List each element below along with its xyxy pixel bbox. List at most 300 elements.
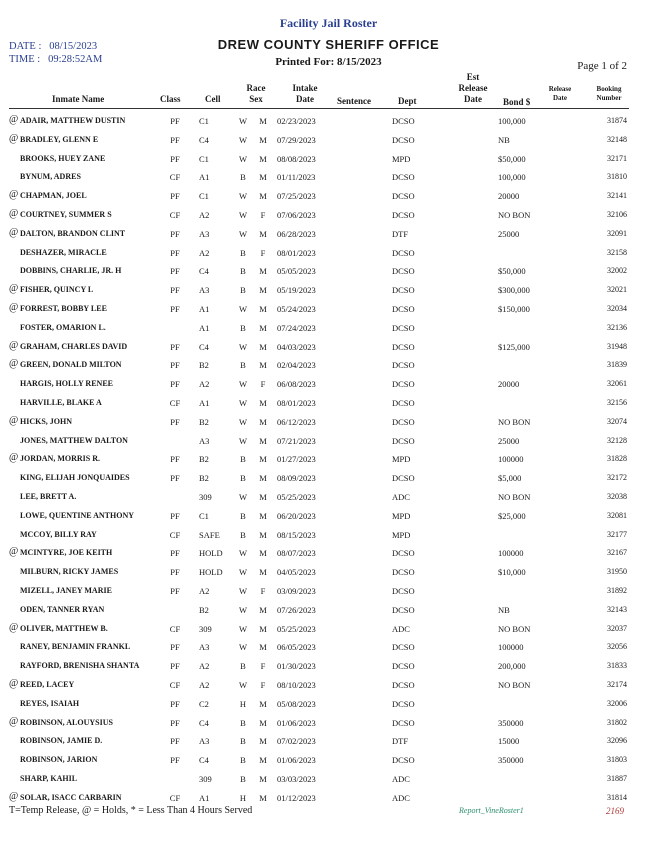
bond-amount: 100000 <box>498 454 524 465</box>
inmate-sex: M <box>259 792 267 803</box>
inmate-sex: F <box>260 379 266 390</box>
table-row <box>0 507 657 526</box>
inmate-race: W <box>238 134 248 145</box>
hold-marker: @ <box>9 226 19 238</box>
booking-number: 32074 <box>607 416 627 426</box>
inmate-class: PF <box>170 285 180 296</box>
inmate-dept: DCSO <box>392 304 415 314</box>
table-row <box>0 112 657 131</box>
inmate-sex: M <box>259 604 267 615</box>
inmate-sex: M <box>259 567 267 578</box>
inmate-sex: F <box>260 586 266 596</box>
intake-date: 08/10/2023 <box>277 680 316 690</box>
inmate-name: MCINTYRE, JOE KEITH <box>20 548 113 558</box>
booking-number: 32148 <box>607 134 627 144</box>
inmate-dept: DCSO <box>392 266 415 277</box>
bond-amount: $50,000 <box>498 266 526 277</box>
booking-number: 32141 <box>607 191 627 201</box>
hold-marker: @ <box>9 358 19 370</box>
inmate-class: PF <box>170 698 180 709</box>
inmate-class: PF <box>170 642 180 653</box>
table-row <box>0 770 657 789</box>
inmate-sex: M <box>259 755 267 766</box>
inmate-sex: M <box>259 492 267 502</box>
intake-date: 07/29/2023 <box>277 134 316 145</box>
intake-date: 03/09/2023 <box>277 586 316 596</box>
inmate-class: PF <box>170 586 180 596</box>
table-row <box>0 601 657 620</box>
col-intake: Intake <box>292 83 318 93</box>
inmate-name: FOSTER, OMARION L. <box>20 322 106 332</box>
inmate-class: PF <box>170 717 180 728</box>
booking-number: 32038 <box>607 492 627 501</box>
intake-date: 05/19/2023 <box>277 285 316 296</box>
inmate-dept: DCSO <box>392 360 415 371</box>
table-row <box>0 563 657 582</box>
bond-amount: 350000 <box>498 717 524 728</box>
inmate-cell: C1 <box>199 116 209 126</box>
table-row <box>0 281 657 300</box>
inmate-race: W <box>238 680 248 690</box>
inmate-cell: C2 <box>199 698 209 709</box>
inmate-dept: DTF <box>392 228 409 239</box>
bond-amount: NO BON <box>498 623 531 634</box>
date-value: 08/15/2023 <box>49 41 98 52</box>
page-stamp: 2169 <box>606 806 624 816</box>
inmate-race: B <box>240 755 246 766</box>
booking-number: 32174 <box>607 680 627 689</box>
table-row <box>0 488 657 507</box>
inmate-cell: A1 <box>199 322 210 333</box>
inmate-cell: B2 <box>199 454 209 465</box>
inmate-class: PF <box>170 454 180 465</box>
inmate-class: PF <box>170 473 180 484</box>
inmate-race: B <box>240 510 246 521</box>
inmate-dept: DCSO <box>392 567 415 578</box>
bond-amount: NO BON <box>498 416 531 427</box>
table-row <box>0 206 657 225</box>
inmate-race: B <box>240 172 246 183</box>
inmate-cell: A1 <box>199 304 210 314</box>
inmate-name: CHAPMAN, JOEL <box>20 191 87 201</box>
inmate-class: PF <box>170 228 180 239</box>
inmate-dept: DCSO <box>392 322 415 333</box>
inmate-class: PF <box>170 247 180 258</box>
booking-number: 31833 <box>607 661 627 671</box>
inmate-sex: M <box>259 473 267 484</box>
inmate-cell: 309 <box>199 774 212 784</box>
inmate-class: PF <box>170 153 180 164</box>
booking-number: 32037 <box>607 623 627 633</box>
intake-date: 04/03/2023 <box>277 341 316 352</box>
booking-number: 31803 <box>607 755 627 765</box>
inmate-class: PF <box>170 510 180 521</box>
intake-date: 06/12/2023 <box>277 416 316 427</box>
bond-amount: $10,000 <box>498 567 526 578</box>
bond-amount: $125,000 <box>498 341 530 352</box>
bond-amount: NO BON <box>498 492 531 502</box>
bond-amount: 100,000 <box>498 172 526 183</box>
inmate-sex: M <box>259 153 267 164</box>
hold-marker: @ <box>9 114 19 125</box>
inmate-race: W <box>238 604 248 615</box>
intake-date: 08/15/2023 <box>277 529 316 540</box>
inmate-dept: DCSO <box>392 172 415 183</box>
intake-date: 06/20/2023 <box>277 510 316 521</box>
bond-amount: 350000 <box>498 755 524 766</box>
inmate-race: B <box>240 717 246 728</box>
inmate-dept: DCSO <box>392 285 415 296</box>
intake-date: 07/26/2023 <box>277 604 316 615</box>
booking-number: 31887 <box>607 774 627 783</box>
inmate-cell: C4 <box>199 341 209 352</box>
inmate-name: FORREST, BOBBY LEE <box>20 304 107 313</box>
inmate-dept: DCSO <box>392 435 415 446</box>
inmate-sex: M <box>259 341 267 352</box>
inmate-sex: M <box>259 266 267 277</box>
table-row <box>0 394 657 413</box>
col-release-date-1: Release <box>548 85 572 93</box>
inmate-name: ROBINSON, JAMIE D. <box>20 736 103 746</box>
hold-marker: @ <box>9 715 19 727</box>
inmate-race: W <box>238 435 248 446</box>
booking-number: 32143 <box>607 604 627 614</box>
table-row <box>0 319 657 338</box>
intake-date: 07/24/2023 <box>277 322 316 333</box>
inmate-cell: 309 <box>199 623 212 634</box>
table-row <box>0 450 657 469</box>
printed-for: Printed For: 8/15/2023 <box>275 56 382 68</box>
inmate-class: CF <box>169 210 181 220</box>
inmate-sex: M <box>259 774 267 784</box>
col-bond: Bond $ <box>503 97 531 107</box>
inmate-race: W <box>238 379 248 390</box>
inmate-race: W <box>238 416 248 427</box>
table-row <box>0 582 657 601</box>
inmate-name: FISHER, QUINCY L <box>20 285 94 295</box>
inmate-name: JONES, MATTHEW DALTON <box>20 435 128 445</box>
table-row <box>0 375 657 394</box>
inmate-class: PF <box>170 304 180 314</box>
inmate-race: W <box>238 304 248 314</box>
inmate-dept: DCSO <box>392 416 415 427</box>
inmate-race: B <box>240 736 246 747</box>
intake-date: 07/25/2023 <box>277 191 316 202</box>
inmate-class: CF <box>169 792 181 803</box>
hold-marker: @ <box>9 678 19 689</box>
booking-number: 32021 <box>607 285 627 295</box>
intake-date: 05/25/2023 <box>277 492 316 502</box>
intake-date: 06/28/2023 <box>277 228 316 239</box>
time-label: TIME : <box>9 54 41 65</box>
booking-number: 32171 <box>607 153 627 163</box>
inmate-race: B <box>240 454 246 465</box>
inmate-name: COURTNEY, SUMMER S <box>20 210 112 219</box>
inmate-dept: DTF <box>392 736 409 747</box>
inmate-cell: A1 <box>199 172 210 183</box>
table-row <box>0 676 657 695</box>
inmate-name: HICKS, JOHN <box>20 416 73 426</box>
hold-marker: @ <box>9 339 19 351</box>
table-row <box>0 695 657 714</box>
bond-amount: $5,000 <box>498 473 522 484</box>
booking-number: 31828 <box>607 454 627 464</box>
inmate-race: B <box>240 322 246 333</box>
inmate-sex: M <box>259 228 267 239</box>
inmate-name: REED, LACEY <box>20 680 75 689</box>
hold-marker: @ <box>9 790 19 802</box>
hold-marker: @ <box>9 546 19 558</box>
bond-amount: NB <box>498 604 510 615</box>
inmate-sex: M <box>259 360 267 371</box>
inmate-class: CF <box>169 172 181 183</box>
bond-amount: NO BON <box>498 210 531 220</box>
office-title: DREW COUNTY SHERIFF OFFICE <box>217 37 440 52</box>
table-row <box>0 751 657 770</box>
booking-number: 32091 <box>607 228 627 238</box>
col-inmate-name: Inmate Name <box>52 94 105 104</box>
table-row <box>0 620 657 639</box>
bond-amount: 25000 <box>498 435 520 446</box>
inmate-sex: M <box>259 116 267 126</box>
bond-amount: 100000 <box>498 642 524 653</box>
inmate-cell: C1 <box>199 191 209 202</box>
table-row <box>0 432 657 451</box>
bond-amount: 200,000 <box>498 661 526 672</box>
inmate-dept: DCSO <box>392 210 415 220</box>
inmate-cell: HOLD <box>199 548 223 559</box>
inmate-dept: DCSO <box>392 717 415 728</box>
inmate-name: HARGIS, HOLLY RENEE <box>20 379 113 389</box>
inmate-dept: DCSO <box>392 473 415 484</box>
intake-date: 07/21/2023 <box>277 435 316 446</box>
inmate-cell: C4 <box>199 755 209 766</box>
inmate-cell: C1 <box>199 153 209 164</box>
inmate-dept: DCSO <box>392 698 415 709</box>
inmate-name: RANEY, BENJAMIN FRANKL <box>20 642 131 652</box>
inmate-cell: B2 <box>199 416 209 427</box>
inmate-name: SHARP, KAHIL <box>20 774 78 783</box>
inmate-sex: M <box>259 717 267 728</box>
hold-marker: @ <box>9 414 19 426</box>
inmate-dept: DCSO <box>392 604 415 615</box>
inmate-cell: HOLD <box>199 567 223 578</box>
inmate-dept: DCSO <box>392 680 415 690</box>
col-class: Class <box>160 94 181 104</box>
header-divider <box>9 108 629 109</box>
intake-date: 08/01/2023 <box>277 247 316 258</box>
inmate-race: B <box>240 266 246 277</box>
inmate-name: KING, ELIJAH JONQUAIDES <box>20 473 130 483</box>
hold-marker: @ <box>9 452 19 464</box>
intake-date: 01/30/2023 <box>277 661 316 672</box>
table-row <box>0 413 657 432</box>
inmate-sex: M <box>259 191 267 202</box>
inmate-cell: A3 <box>199 228 210 239</box>
intake-date: 02/23/2023 <box>277 116 316 126</box>
hold-marker: @ <box>9 208 19 219</box>
col-est-release-1: Est <box>466 72 480 82</box>
inmate-cell: B2 <box>199 604 209 615</box>
inmate-class: PF <box>170 548 180 559</box>
inmate-dept: ADC <box>392 492 410 502</box>
table-row <box>0 544 657 563</box>
inmate-class: PF <box>170 266 180 277</box>
hold-marker: @ <box>9 132 19 144</box>
inmate-race: W <box>238 567 248 578</box>
inmate-cell: A2 <box>199 586 210 596</box>
inmate-race: W <box>238 341 248 352</box>
inmate-name: ROBINSON, JARION <box>20 755 98 765</box>
inmate-name: MCCOY, BILLY RAY <box>20 529 97 539</box>
inmate-name: REYES, ISAIAH <box>20 698 80 708</box>
bond-amount: 100000 <box>498 548 524 559</box>
hold-marker: @ <box>9 621 19 633</box>
intake-date: 03/03/2023 <box>277 774 316 784</box>
inmate-name: ROBINSON, ALOUYSIUS <box>20 717 113 727</box>
inmate-name: MILBURN, RICKY JAMES <box>20 567 119 577</box>
table-row <box>0 469 657 488</box>
inmate-name: JORDAN, MORRIS R. <box>20 454 100 464</box>
inmate-sex: F <box>260 680 266 690</box>
inmate-sex: M <box>259 322 267 333</box>
inmate-dept: ADC <box>392 774 410 784</box>
inmate-name: DESHAZER, MIRACLE <box>20 247 107 257</box>
intake-date: 01/06/2023 <box>277 717 316 728</box>
inmate-cell: C4 <box>199 717 209 728</box>
inmate-name: HARVILLE, BLAKE A <box>20 398 102 407</box>
inmate-cell: SAFE <box>199 529 220 540</box>
inmate-cell: C4 <box>199 134 209 145</box>
inmate-dept: DCSO <box>392 642 415 653</box>
inmate-name: LEE, BRETT A. <box>20 492 77 501</box>
inmate-race: W <box>238 492 248 502</box>
table-row <box>0 244 657 263</box>
inmate-sex: M <box>259 172 267 183</box>
facility-title: Facility Jail Roster <box>279 16 378 30</box>
inmate-race: H <box>239 792 247 803</box>
inmate-cell: A3 <box>199 435 210 446</box>
inmate-race: B <box>240 473 246 484</box>
booking-number: 32167 <box>607 548 627 558</box>
booking-number: 31810 <box>607 172 627 182</box>
inmate-class: PF <box>170 661 180 672</box>
col-cell: Cell <box>205 94 221 104</box>
booking-number: 31950 <box>607 567 627 577</box>
inmate-name: DALTON, BRANDON CLINT <box>20 228 126 238</box>
inmate-name: BROOKS, HUEY ZANE <box>20 153 106 163</box>
inmate-sex: M <box>259 398 267 408</box>
inmate-sex: F <box>260 247 266 258</box>
inmate-class: PF <box>170 416 180 427</box>
inmate-race: B <box>240 360 246 371</box>
intake-date: 08/09/2023 <box>277 473 316 484</box>
bond-amount: NB <box>498 134 510 145</box>
inmate-race: W <box>238 228 248 239</box>
booking-number: 32081 <box>607 510 627 520</box>
inmate-race: W <box>238 191 248 202</box>
inmate-dept: DCSO <box>392 661 415 672</box>
table-row <box>0 657 657 676</box>
inmate-name: BRADLEY, GLENN E <box>20 134 99 144</box>
col-sex: Sex <box>249 94 263 104</box>
inmate-class: CF <box>169 680 181 690</box>
inmate-dept: DCSO <box>392 116 415 126</box>
inmate-class: PF <box>170 736 180 747</box>
inmate-cell: A2 <box>199 661 210 672</box>
booking-number: 32056 <box>607 642 627 652</box>
table-row <box>0 131 657 150</box>
intake-date: 06/08/2023 <box>277 379 316 390</box>
bond-amount: NO BON <box>498 680 531 690</box>
inmate-cell: A2 <box>199 247 210 258</box>
inmate-sex: M <box>259 642 267 653</box>
booking-number: 31874 <box>607 116 627 125</box>
inmate-class: CF <box>169 398 181 408</box>
inmate-sex: M <box>259 285 267 296</box>
inmate-name: BYNUM, ADRES <box>20 172 81 182</box>
table-row <box>0 168 657 187</box>
inmate-class: PF <box>170 134 180 145</box>
inmate-name: GRAHAM, CHARLES DAVID <box>20 341 128 351</box>
inmate-race: B <box>240 774 246 784</box>
inmate-cell: A1 <box>199 792 210 803</box>
inmate-name: SOLAR, ISACC CARBARIN <box>20 792 122 802</box>
hold-marker: @ <box>9 302 19 313</box>
inmate-dept: DCSO <box>392 755 415 766</box>
inmate-sex: M <box>259 416 267 427</box>
inmate-race: B <box>240 661 246 672</box>
inmate-dept: MPD <box>392 454 411 465</box>
booking-number: 31839 <box>607 360 627 370</box>
inmate-name: LOWE, QUENTINE ANTHONY <box>20 510 135 520</box>
inmate-dept: ADC <box>392 792 410 803</box>
booking-number: 32136 <box>607 322 627 332</box>
hold-marker: @ <box>9 283 19 295</box>
inmate-dept: MPD <box>392 153 411 164</box>
intake-date: 01/11/2023 <box>277 172 316 183</box>
inmate-race: W <box>238 623 248 634</box>
table-row <box>0 225 657 244</box>
col-dept: Dept <box>398 96 417 106</box>
inmate-race: W <box>238 642 248 653</box>
inmate-race: W <box>238 153 248 164</box>
inmate-dept: DCSO <box>392 191 415 202</box>
inmate-sex: M <box>259 510 267 521</box>
inmate-race: W <box>238 548 248 559</box>
inmate-race: B <box>240 247 246 258</box>
inmate-race: B <box>240 285 246 296</box>
inmate-dept: ADC <box>392 623 410 634</box>
intake-date: 01/12/2023 <box>277 792 316 803</box>
inmate-sex: M <box>259 548 267 559</box>
inmate-cell: A2 <box>199 379 210 390</box>
inmate-sex: M <box>259 304 267 314</box>
inmate-name: OLIVER, MATTHEW B. <box>20 623 108 633</box>
inmate-sex: M <box>259 134 267 145</box>
intake-date: 08/01/2023 <box>277 398 316 408</box>
bond-amount: 20000 <box>498 379 520 390</box>
inmate-cell: A2 <box>199 210 210 220</box>
inmate-race: B <box>240 529 246 540</box>
col-release-date-2: Date <box>553 94 567 102</box>
inmate-sex: F <box>260 661 266 672</box>
inmate-cell: A2 <box>199 680 210 690</box>
booking-number: 32106 <box>607 210 627 219</box>
inmate-name: ADAIR, MATTHEW DUSTIN <box>20 116 126 125</box>
inmate-cell: A3 <box>199 642 210 653</box>
col-intake-date: Date <box>296 94 314 104</box>
